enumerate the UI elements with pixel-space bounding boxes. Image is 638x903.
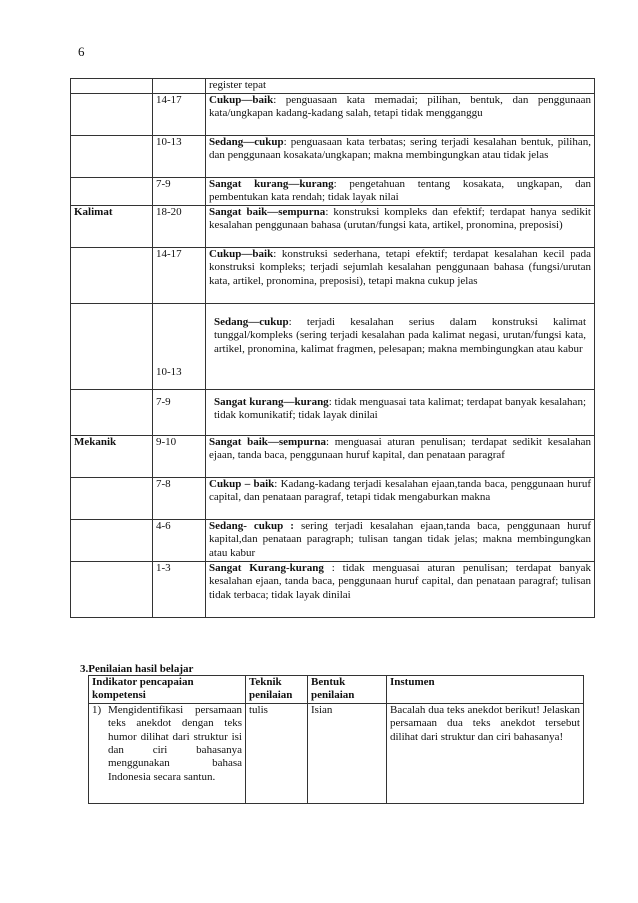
score-range: 18-20	[153, 206, 206, 248]
criteria-text: : menguasai aturan penulisan; terdapat sedikit kesalahan ejaan, tanda baca, penggunaan huruf kapital, dan penataan paragraf	[209, 436, 591, 462]
criteria-text: : konstruksi sederhana, tetapi efektif; terdapat kesalahan kecil pada konstruksi kompleks; terjadi sejumlah kesalahan penggunaan bahasa (fungsi/urutan kata, artikel, pronomina, preposisi), tetapi makna cukup jelas	[209, 248, 591, 287]
table-row	[71, 178, 595, 206]
aspect-cell	[71, 136, 153, 178]
table-row	[71, 520, 595, 562]
aspect-cell	[71, 248, 153, 304]
indikator-text: Mengidentifikasi persamaan teks anekdot dengan teks humor dilihat dari struktur isi dan ciri bahasanya menggunakan bahasa Indonesia secara santun.	[108, 703, 242, 783]
bentuk-cell: Isian	[308, 703, 387, 803]
criteria-text: : penguasaan kata memadai; pilihan, bentuk, dan penggunaan kata/ungkapan kadang-kadang salah, tetapi tidak mengganggu	[209, 94, 591, 120]
criteria-text: : tidak menguasai aturan penulisan; terdapat banyak kesalahan ejaan, tanda baca, penggunaan huruf capital, dan penataan paragraf; tulisan tidak terbaca; tidak layak dinilai	[209, 562, 591, 601]
score-range: 9-10	[153, 436, 206, 478]
indikator-cell	[89, 703, 246, 803]
criteria-description	[206, 562, 595, 618]
criteria-description	[206, 390, 595, 436]
header-instrumen: Instumen	[387, 676, 584, 704]
score-range: 4-6	[153, 520, 206, 562]
criteria-description	[206, 206, 595, 248]
criteria-description	[206, 178, 595, 206]
aspect-cell	[71, 562, 153, 618]
criteria-label: Sangat kurang—kurang	[214, 396, 329, 408]
criteria-description	[206, 79, 595, 94]
criteria-label: Sangat baik—sempurna	[209, 206, 326, 218]
aspect-cell	[71, 79, 153, 94]
criteria-text: : terjadi kesalahan serius dalam konstruksi kalimat tunggal/kompleks (sering terjadi kesalahan pada kalimat negasi, urutan/fungsi kata, artikel, pronomina, kalimat fragmen, pelesapan; makna membingungkan atau kabur	[214, 316, 586, 355]
score-range: 7-8	[153, 478, 206, 520]
aspect-cell	[71, 94, 153, 136]
table-row	[89, 703, 584, 803]
criteria-text: : tidak menguasai tata kalimat; terdapat banyak kesalahan; tidak komunikatif; tidak layak dinilai	[214, 396, 586, 422]
criteria-description	[206, 436, 595, 478]
table-row	[71, 79, 595, 94]
score-range: 1-3	[153, 562, 206, 618]
table-header-row	[89, 676, 584, 704]
aspect-cell: Mekanik	[71, 436, 153, 478]
criteria-description	[206, 520, 595, 562]
table-row	[71, 478, 595, 520]
learning-assessment-table	[88, 675, 584, 804]
criteria-label: Sedang—cukup	[214, 316, 289, 328]
score-range: 7-9	[153, 178, 206, 206]
teknik-cell: tulis	[246, 703, 308, 803]
criteria-description	[206, 136, 595, 178]
score-range	[153, 79, 206, 94]
header-bentuk: Bentuk penilaian	[308, 676, 387, 704]
criteria-label: Cukup – baik	[209, 478, 275, 490]
aspect-cell: Kalimat	[71, 206, 153, 248]
aspect-cell	[71, 478, 153, 520]
criteria-text: register tepat	[209, 79, 267, 91]
table-row	[71, 206, 595, 248]
criteria-description	[206, 94, 595, 136]
table-row	[71, 248, 595, 304]
criteria-label: Sangat baik—sempurna	[209, 436, 326, 448]
scoring-rubric-table	[70, 78, 595, 618]
table-row	[71, 436, 595, 478]
table-row	[71, 562, 595, 618]
criteria-description	[206, 248, 595, 304]
criteria-text: : Kadang-kadang terjadi kesalahan ejaan,tanda baca, penggunaan huruf capital, dan penataan paragraf, tetapi tidak mengaburkan makna	[209, 478, 591, 504]
criteria-text: sering terjadi kesalahan ejaan,tanda baca, penggunaan huruf kapital,dan penataan paragraph; tulisan tangan tidak jelas; makna membingungkan atau kabur	[209, 520, 591, 559]
criteria-description	[206, 478, 595, 520]
score-range: 7-9	[153, 390, 206, 436]
criteria-description	[206, 304, 595, 390]
section-title: 3.Penilaian hasil belajar	[80, 663, 194, 675]
score-range: 10-13	[153, 304, 206, 390]
table-row	[71, 136, 595, 178]
criteria-label: Cukup—baik	[209, 248, 274, 260]
criteria-label: Sedang- cukup :	[209, 520, 294, 532]
table-row	[71, 94, 595, 136]
criteria-text: : penguasaan kata terbatas; sering terjadi kesalahan bentuk, pilihan, dan penggunaan kosakata/ungkapan; makna membingungkan atau tidak jelas	[209, 136, 591, 162]
header-teknik: Teknik penilaian	[246, 676, 308, 704]
aspect-cell	[71, 520, 153, 562]
table-row	[71, 304, 595, 390]
page-number: 6	[78, 44, 85, 59]
score-range: 14-17	[153, 94, 206, 136]
aspect-cell	[71, 390, 153, 436]
criteria-text: : pengetahuan tentang kosakata, ungkapan, dan pembentukan kata rendah; tidak layak nilai	[209, 178, 591, 204]
criteria-label: Sangat Kurang-kurang	[209, 562, 324, 574]
aspect-cell	[71, 178, 153, 206]
criteria-label: Cukup—baik	[209, 94, 274, 106]
criteria-text: : konstruksi kompleks dan efektif; terdapat hanya sedikit kesalahan penggunaan bahasa (urutan/fungsi kata, artikel, pronomina, preposisi)	[209, 206, 591, 232]
aspect-cell	[71, 304, 153, 390]
criteria-label: Sangat kurang—kurang	[209, 178, 334, 190]
criteria-label: Sedang—cukup	[209, 136, 284, 148]
list-number: 1)	[92, 703, 102, 716]
table-row	[71, 390, 595, 436]
score-range: 14-17	[153, 248, 206, 304]
header-indikator: Indikator pencapaian kompetensi	[89, 676, 246, 704]
score-range: 10-13	[153, 136, 206, 178]
instrumen-cell: Bacalah dua teks anekdot berikut! Jelaskan persamaan dua teks anekdot tersebut dilihat dari struktur dan ciri bahasanya!	[387, 703, 584, 803]
